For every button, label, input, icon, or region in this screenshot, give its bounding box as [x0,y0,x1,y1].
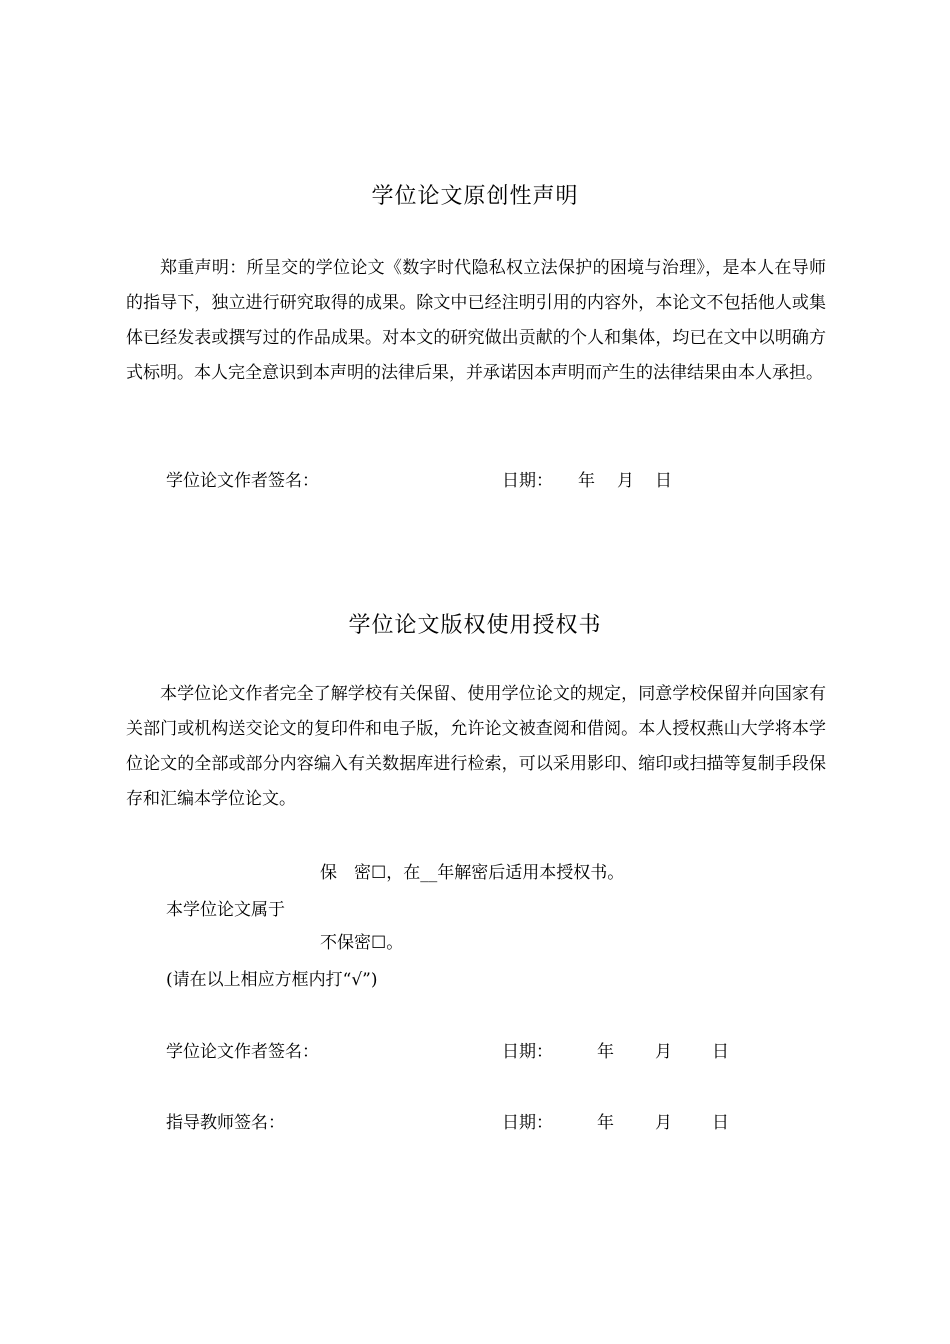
declaration-body: 郑重声明：所呈交的学位论文《数字时代隐私权立法保护的困境与治理》，是本人在导师的指导下，独立进行研究取得的成果。除文中已经注明引用的内容外，本论文不包括他人或集体已经发表或撰写过的作品成果。对本文的研究做出贡献的个人和集体，均已在文中以明确方式标明。本人完全意识到本声明的法律后果，并承诺因本声明而产生的法律结果由本人承担。 [126,258,826,383]
advisor-month: 月 [655,1113,672,1133]
author-signature-label: 学位论文作者签名： [166,1042,319,1062]
checkbox-instruction: (请在以上相应方框内打“√”) [166,970,378,990]
declaration-date-label: 日期： [502,471,553,491]
declaration-signature-label: 学位论文作者签名： [166,471,319,491]
declaration-year: 年 [578,471,595,491]
belongs-label: 本学位论文属于 [166,900,285,920]
advisor-day: 日 [712,1113,729,1133]
declaration-month: 月 [617,471,634,491]
declaration-day: 日 [655,471,672,491]
authorization-title: 学位论文版权使用授权书 [348,613,602,638]
declaration-title: 学位论文原创性声明 [371,184,579,209]
advisor-signature-label: 指导教师签名： [166,1113,285,1133]
nonsecret-option: 不保密☐。 [320,933,404,953]
author-year: 年 [597,1042,614,1062]
author-date-label: 日期： [502,1042,553,1062]
author-day: 日 [712,1042,729,1062]
author-month: 月 [655,1042,672,1062]
advisor-year: 年 [597,1113,614,1133]
authorization-body: 本学位论文作者完全了解学校有关保留、使用学位论文的规定，同意学校保留并向国家有关部门或机构送交论文的复印件和电子版，允许论文被查阅和借阅。本人授权燕山大学将本学位论文的全部或部分内容编入有关数据库进行检索，可以采用影印、缩印或扫描等复制手段保存和汇编本学位论文。 [126,684,826,809]
secret-option: 保 密☐，在__年解密后适用本授权书。 [320,863,625,883]
advisor-date-label: 日期： [502,1113,553,1133]
